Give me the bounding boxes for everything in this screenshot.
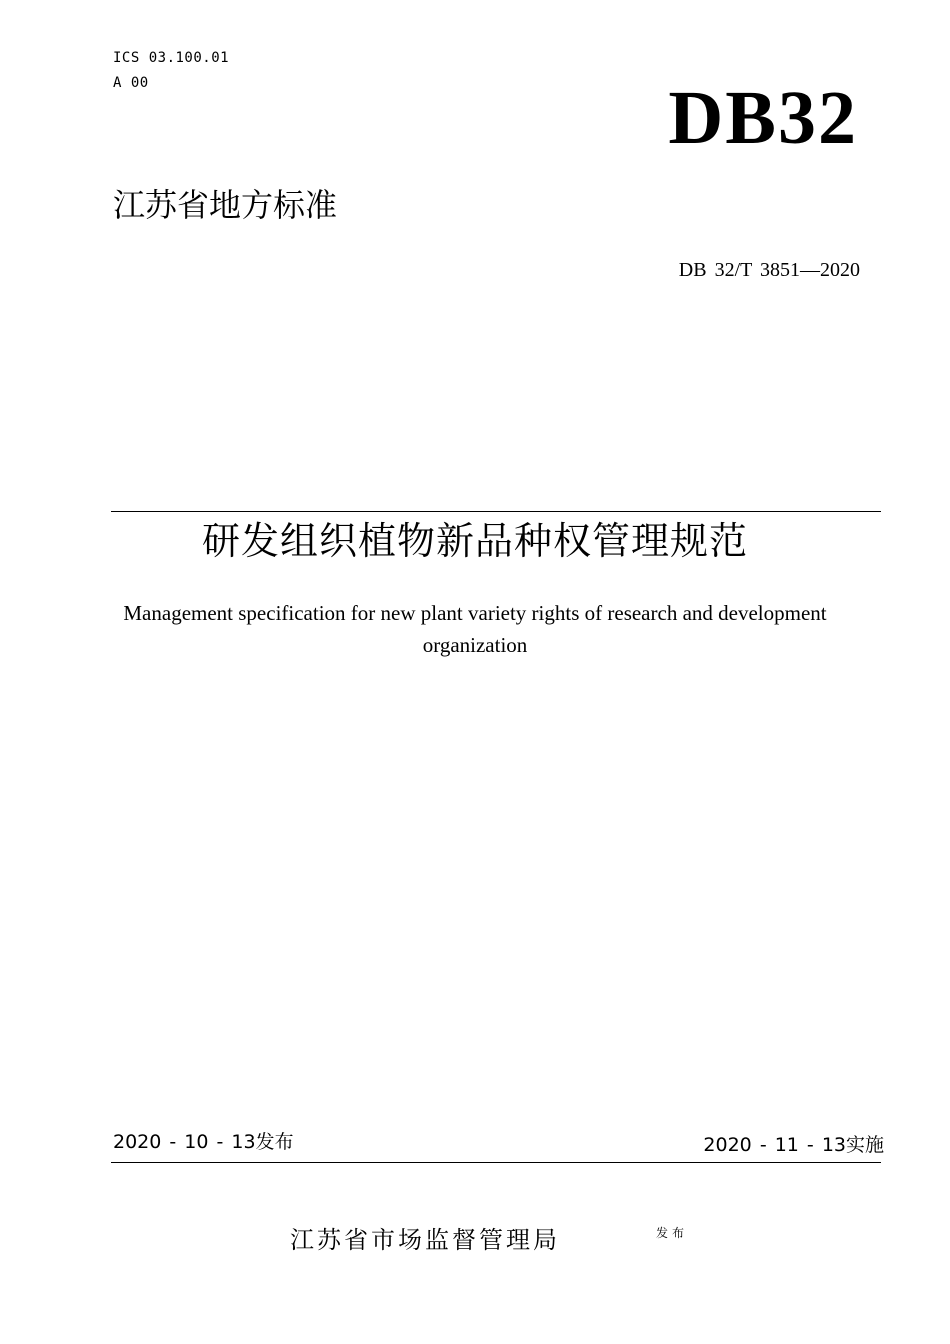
issue-date: 2020 - 10 - 13发布 [113, 1131, 294, 1153]
title-english-line-1: Management specification for new plant variety rights of research and development [123, 601, 827, 625]
ccs-code: A 00 [113, 75, 149, 91]
implementation-date: 2020 - 11 - 13实施 [703, 1134, 884, 1156]
standard-number: DB 32/T 3851—2020 [678, 259, 860, 281]
title-chinese: 研发组织植物新品种权管理规范 [201, 519, 748, 563]
issued-label: 发布 [656, 1226, 689, 1240]
title-english [60, 597, 890, 661]
title-english-line-2: organization [422, 633, 528, 657]
bottom-divider [111, 1162, 881, 1163]
ics-code: ICS 03.100.01 [113, 50, 230, 66]
db-code: DB32 [668, 76, 858, 160]
standard-type: 江苏省地方标准 [113, 186, 338, 224]
issuer-name: 江苏省市场监督管理局 [290, 1226, 560, 1254]
top-divider [111, 511, 881, 512]
